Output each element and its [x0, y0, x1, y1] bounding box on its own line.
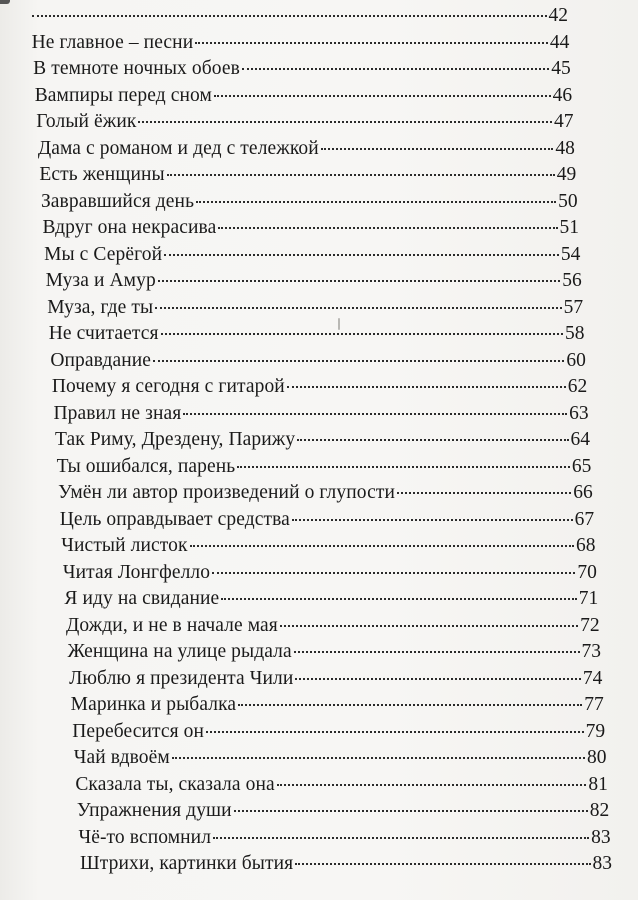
toc-entry-title: Мы с Серёгой	[44, 243, 163, 265]
toc-entry-title: Муза и Амур	[45, 270, 156, 291]
toc-entry-page-number: 79	[585, 720, 606, 742]
toc-entry-page-number: 56	[562, 270, 582, 291]
toc-entry-title: Муза, где ты	[47, 296, 154, 318]
toc-entry-title: Дожди, и не в начале мая	[65, 614, 278, 636]
toc-dot-leader	[321, 148, 554, 150]
toc-dot-leader	[196, 201, 556, 203]
toc-entry	[38, 136, 575, 162]
toc-dot-leader	[297, 439, 568, 441]
toc-dot-leader	[238, 704, 582, 706]
toc-entry	[46, 268, 582, 294]
toc-dot-leader	[397, 492, 571, 494]
toc-entry-title: Не главное – песни	[31, 31, 194, 53]
toc-dot-leader	[213, 837, 589, 839]
toc-dot-leader	[195, 42, 548, 44]
toc-entry	[63, 560, 597, 586]
toc-entry-page-number: 70	[577, 561, 597, 583]
toc-dot-leader	[155, 307, 561, 309]
toc-dot-leader	[221, 598, 576, 600]
toc-entry-page-number: 82	[589, 800, 610, 821]
toc-entry-page-number: 67	[574, 508, 595, 530]
toc-entry-page-number: 65	[571, 455, 592, 477]
toc-entry	[61, 533, 595, 559]
toc-dot-leader	[183, 413, 567, 415]
toc-entry	[58, 480, 593, 506]
paper-blemish	[338, 318, 340, 330]
toc-entry-title: Я иду на свидание	[64, 588, 220, 609]
toc-entry-page-number: 81	[588, 773, 608, 795]
toc-entry	[36, 109, 573, 135]
toc-entry-page-number: 44	[549, 31, 570, 53]
toc-dot-leader	[167, 174, 555, 176]
toc-entry-title: Чё-то вспомнил	[78, 826, 212, 848]
toc-entry-title: Штрихи, картинки бытия	[80, 853, 294, 874]
toc-entry-title: Вампиры перед сном	[34, 84, 212, 106]
toc-entry-title: Женщина на улице рыдала	[67, 641, 292, 662]
toc-entry-page-number: 42	[548, 5, 568, 26]
toc-entry	[41, 189, 578, 215]
toc-entry-title: Есть женщины	[39, 164, 165, 185]
toc-entry-title: Вдруг она некрасива	[42, 217, 217, 238]
toc-entry-title: В темноте ночных обоев	[33, 58, 240, 79]
toc-entry-page-number: 80	[587, 747, 607, 768]
toc-dot-leader	[218, 227, 557, 229]
toc-entry-title: Перебесится он	[72, 720, 205, 742]
toc-entry-title: Чистый листок	[61, 535, 188, 556]
toc-entry-title: Упражнения души	[76, 800, 232, 821]
toc-entry-title: Чай вдвоём	[73, 747, 170, 768]
toc-dot-leader	[287, 386, 566, 388]
toc-entry-title: Маринка и рыбалка	[70, 694, 237, 715]
toc-entry	[30, 3, 568, 29]
toc-entry-page-number: 83	[592, 853, 612, 874]
toc-entry-page-number: 46	[552, 84, 573, 106]
toc-entry	[47, 295, 583, 321]
toc-entry-page-number: 58	[565, 323, 585, 344]
toc-entry-page-number: 64	[570, 429, 590, 450]
toc-dot-leader	[32, 15, 547, 17]
toc-entry-page-number: 66	[573, 482, 593, 503]
toc-entry-page-number: 62	[567, 376, 588, 397]
toc-dot-leader	[153, 360, 564, 362]
toc-entry-page-number: 49	[556, 164, 577, 185]
toc-entry-title: Дама с романом и дед с тележкой	[37, 137, 319, 159]
toc-entry-title: Сказала ты, сказала она	[75, 773, 275, 795]
toc-entry-page-number: 71	[578, 588, 599, 609]
toc-dot-leader	[214, 95, 551, 97]
toc-entry-title: Люблю я президента Чили	[69, 667, 294, 689]
toc-entry-title: Так Риму, Дрездену, Парижу	[55, 429, 296, 450]
toc-entry	[35, 83, 572, 109]
toc-entry-page-number: 45	[551, 58, 571, 79]
toc-dot-leader	[280, 625, 578, 627]
toc-entry	[52, 374, 587, 400]
toc-entry	[60, 507, 594, 533]
toc-entry-title: Не считается	[48, 323, 159, 344]
toc-dot-leader	[237, 466, 570, 468]
toc-entry	[71, 692, 604, 718]
toc-entry	[32, 30, 570, 56]
toc-entry-page-number: 63	[569, 402, 589, 424]
toc-entry-page-number: 72	[580, 614, 600, 636]
toc-dot-leader	[138, 121, 552, 123]
toc-entry-title: Умён ли автор произведений о глупости	[58, 482, 396, 503]
toc-entry-page-number: 83	[591, 826, 611, 848]
toc-entry-title: Цель оправдывает средства	[59, 508, 290, 530]
toc-entry-page-number: 68	[576, 535, 596, 556]
toc-dot-leader	[234, 810, 588, 812]
toc-entry-page-number: 54	[560, 243, 581, 265]
toc-dot-leader	[292, 519, 573, 521]
toc-entry-page-number: 77	[584, 694, 604, 715]
toc-entry-page-number: 48	[555, 137, 575, 159]
toc-dot-leader	[158, 280, 560, 282]
toc-entry	[75, 772, 608, 798]
toc-dot-leader	[164, 254, 559, 256]
toc-dot-leader	[242, 68, 549, 70]
toc-entry	[33, 56, 571, 82]
toc-dot-leader	[172, 757, 585, 759]
toc-entry-page-number: 74	[582, 667, 603, 689]
toc-entry	[44, 242, 580, 268]
toc-entry-title: Голый ёжик	[36, 111, 137, 132]
toc-entry-title: Почему я сегодня с гитарой	[51, 376, 285, 397]
toc-entry	[55, 427, 590, 453]
toc-entry	[64, 586, 598, 612]
toc-entry-title: Ты ошибался, парень	[56, 455, 236, 477]
toc-entry	[50, 348, 586, 374]
toc-entry-page-number: 60	[566, 349, 586, 371]
toc-entry	[57, 454, 592, 480]
toc-entry	[49, 321, 585, 347]
toc-entry-page-number: 57	[563, 296, 584, 318]
toc-entry-title: Правил не зная	[53, 402, 182, 424]
toc-dot-leader	[294, 651, 580, 653]
toc-entry	[68, 639, 602, 665]
toc-entry	[77, 798, 609, 824]
toc-entry	[43, 215, 580, 241]
toc-entry	[78, 825, 610, 851]
toc-entry	[53, 401, 588, 427]
toc-entry-page-number: 73	[581, 641, 601, 662]
toc-entry-page-number: 47	[554, 111, 574, 132]
toc-entry	[72, 719, 605, 745]
toc-entry	[80, 851, 612, 877]
toc-dot-leader	[277, 784, 587, 786]
toc-dot-leader	[206, 731, 584, 733]
toc-entry-title: Оправдание	[50, 349, 152, 371]
toc-dot-leader	[190, 545, 574, 547]
toc-entry-title: Завравшийся день	[40, 190, 195, 212]
toc-dot-leader	[295, 863, 590, 865]
toc-entry-page-number: 50	[558, 190, 578, 212]
toc-dot-leader	[212, 572, 575, 574]
toc-entry-title: Читая Лонгфелло	[62, 561, 211, 583]
toc-entry	[66, 613, 600, 639]
toc-dot-leader	[295, 678, 580, 680]
toc-entry-page-number: 51	[559, 217, 579, 238]
toc-entry	[69, 666, 602, 692]
toc-entry	[39, 162, 576, 188]
toc-dot-leader	[161, 333, 563, 335]
toc-entry	[74, 745, 607, 771]
